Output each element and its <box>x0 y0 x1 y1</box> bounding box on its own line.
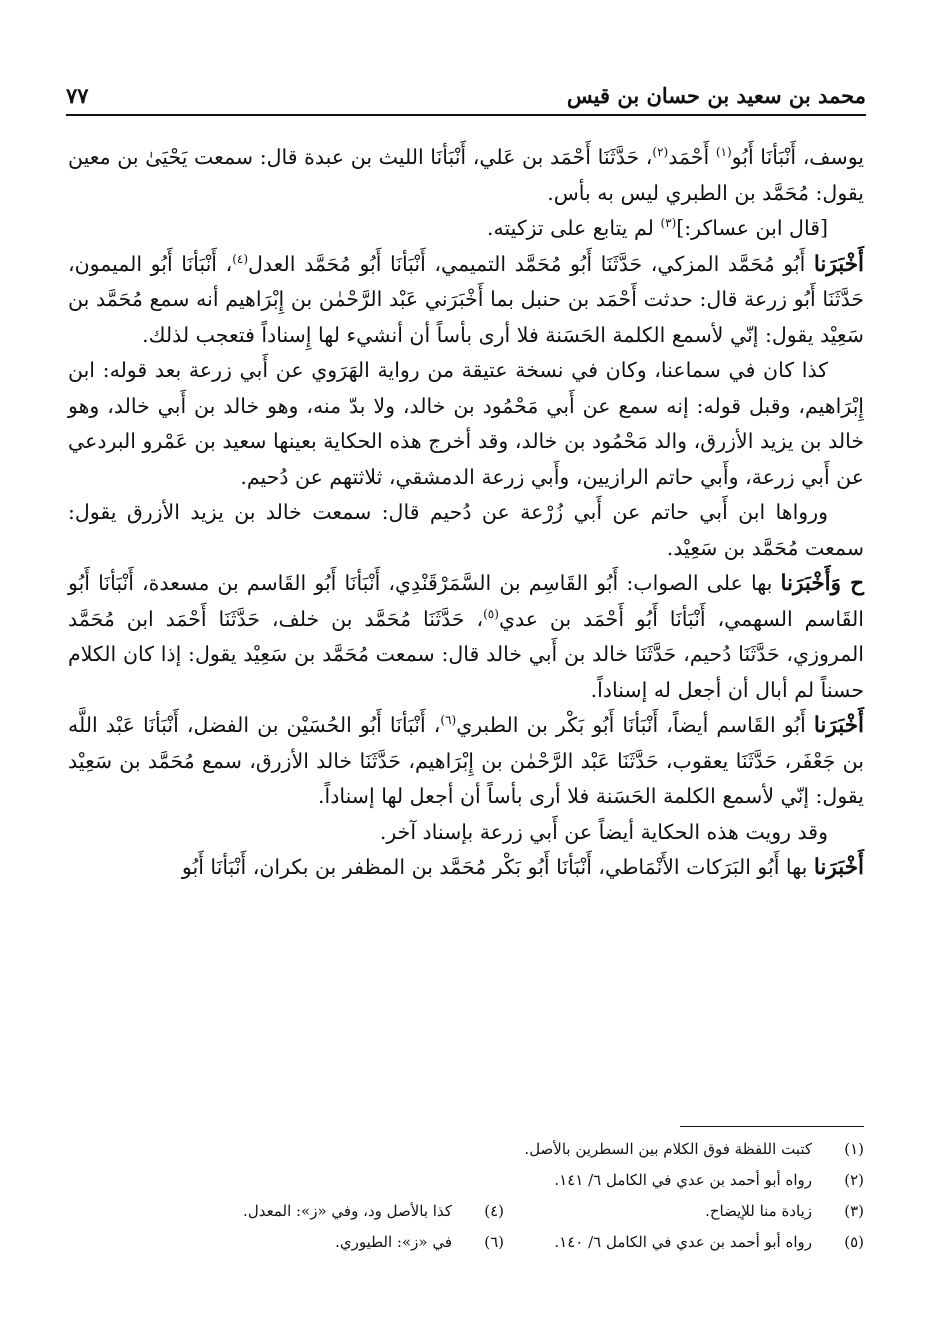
akhbarana-keyword: أَخْبَرَنا <box>813 251 864 277</box>
akhbarana-keyword: أَخْبَرَنا <box>813 855 864 880</box>
paragraph-3: أَخْبَرَنا أَبُو مُحَمَّد المزكي، حَدَّثَنَا أَبُو مُحَمَّد التميمي، أَنْبَأنَا أَبُو مُحَمَّد العدل$^{(٤)}$، أَنْبَأنَا أَبُو الميمون، حَدَّثَنَا أَبُو زرعة قال: حدثت أَحْمَد بن حنبل بما أَخْبَرَني عَبْد الرَّحْمٰن بن إِبْرَاهيم أنه سمع مُحَمَّد بن سَعِيْد يقول: إنّي لأسمع الكلمة الحَسَنة فلا أرى بأساً أن أنشيء لها إِسناداً فتعجب لذلك. <box>68 251 864 347</box>
running-header <box>66 68 866 116</box>
paragraph-2: [قال ابن عساكر:]$^{(٣)}$ لم يتابع على تزكيته. <box>486 216 828 240</box>
paragraph-8: وقد رويت هذه الحكاية أيضاً عن أَبي زرعة بإسناد آخر. <box>379 819 828 844</box>
footnote-ref-6[interactable]: (٦) <box>440 713 457 728</box>
paragraph-4: كذا كان في سماعنا، وكان في نسخة عتيقة من رواية الهَرَوي عن أَبي زرعة بعد قوله: ابن إِبْرَاهيم، وقبل قوله: إنه سمع عن أَبي مَحْمُود بن خالد، ولا بدّ منه، وهو خالد بن أَبي خالد، وهو خالد بن يزيد الأزرق، والد مَحْمُود بن خالد، وقد أخرج هذه الحكاية بعينها سعيد بن عَمْرو البردعي عن أَبي زرعة، وأَبي حاتم الرازيين، وأَبي زرعة الدمشقي، ثلاثتهم عن دُحيم. <box>68 358 864 489</box>
footnote-5: (٥) رواه أبو أحمد بن عدي في الكامل ٦/ ١٤٠. <box>554 1233 864 1251</box>
paragraph-1: يوسف، أَنْبَأنَا أَبُو$^{(١)}$ أَحْمَد$^{(٢)}$، حَدَّثَنَا أَحْمَد بن عَلي، أَنْبَأنَا الليث بن عبدة قال: سمعت يَحْيَىٰ بن معين يقول: مُحَمَّد بن الطبري ليس به بأس. <box>68 145 864 205</box>
running-title: محمد بن سعيد بن حسان بن قيس <box>566 83 866 108</box>
paragraph-7: أَخْبَرَنا أَبُو القَاسم أيضاً، أَنْبَأنَا أَبُو بَكْر بن الطبري$^{(٦)}$، أَنْبَأنَا أَبُو الحُسَيْن بن الفضل، أَنْبَأنَا عَبْد اللَّه بن جَعْفَر، حَدَّثَنَا يعقوب، حَدَّثَنَا عَبْد الرَّحْمٰن بن إِبْرَاهيم، حَدَّثَنَا خالد الأزرق، سمع مُحَمَّد بن سَعِيْد يقول: إنّي لأسمع الكلمة الحَسَنة فلا أرى بأساً أن أجعل لها إسناداً. <box>68 713 864 808</box>
footnote-4: (٤) كذا بالأصل ود، وفي «ز»: المعدل. <box>243 1202 504 1220</box>
footnote-1: (١) كتبت اللفظة فوق الكلام بين السطرين بالأصل. <box>524 1140 864 1158</box>
page-number: ٧٧ <box>66 83 89 108</box>
akhbarana-keyword: ح وَأَخْبَرَنا <box>780 571 864 596</box>
footnotes <box>68 1134 864 1258</box>
footnote-2: (٢) رواه أبو أحمد بن عدي في الكامل ٦/ ١٤١. <box>554 1171 864 1189</box>
footnote-ref-4[interactable]: (٤) <box>232 251 249 266</box>
footnote-ref-2[interactable]: (٢) <box>652 145 669 160</box>
footnote-3: (٣) زيادة منا للإيضاح. <box>705 1202 864 1220</box>
paragraph-5: ورواها ابن أَبي حاتم عن أَبي زُرْعة عن دُحيم قال: سمعت خالد بن يزيد الأزرق يقول: سمعت مُحَمَّد بن سَعِيْد. <box>68 500 864 560</box>
footnote-ref-1[interactable]: (١) <box>715 145 732 160</box>
footnote-ref-5[interactable]: (٥) <box>483 606 499 621</box>
paragraph-9: أَخْبَرَنا بها أَبُو البَرَكات الأَنْمَاطي، أَنْبَأنَا أَبُو بَكْر مُحَمَّد بن المظفر بن بكران، أَنْبَأنَا أَبُو <box>181 855 864 880</box>
paragraph-6: ح وَأَخْبَرَنا بها على الصواب: أَبُو القَاسِم بن السَّمَرْقَنْدِي، أَنْبَأنَا أَبُو القَاسم بن مسعدة، أَنْبَأنَا أَبُو القَاسم السهمي، أَنْبَأنَا أَبُو أَحْمَد بن عدي$^{(٥)}$، حَدَّثَنَا مُحَمَّد بن خلف، حَدَّثَنَا أَحْمَد ابن مُحَمَّد المروزي، حَدَّثَنَا دُحيم، حَدَّثَنَا خالد بن أَبي خالد قال: سمعت مُحَمَّد بن سَعِيْد يقول: إذا كان الكلام حسناً لم أبال أن أجعل له إسناداً. <box>68 571 864 702</box>
footnote-ref-3[interactable]: (٣) <box>660 216 677 231</box>
footnote-divider <box>680 1126 864 1127</box>
akhbarana-keyword: أَخْبَرَنا <box>813 713 864 738</box>
footnote-6: (٦) في «ز»: الطيوري. <box>335 1233 504 1251</box>
main-text <box>68 140 864 886</box>
